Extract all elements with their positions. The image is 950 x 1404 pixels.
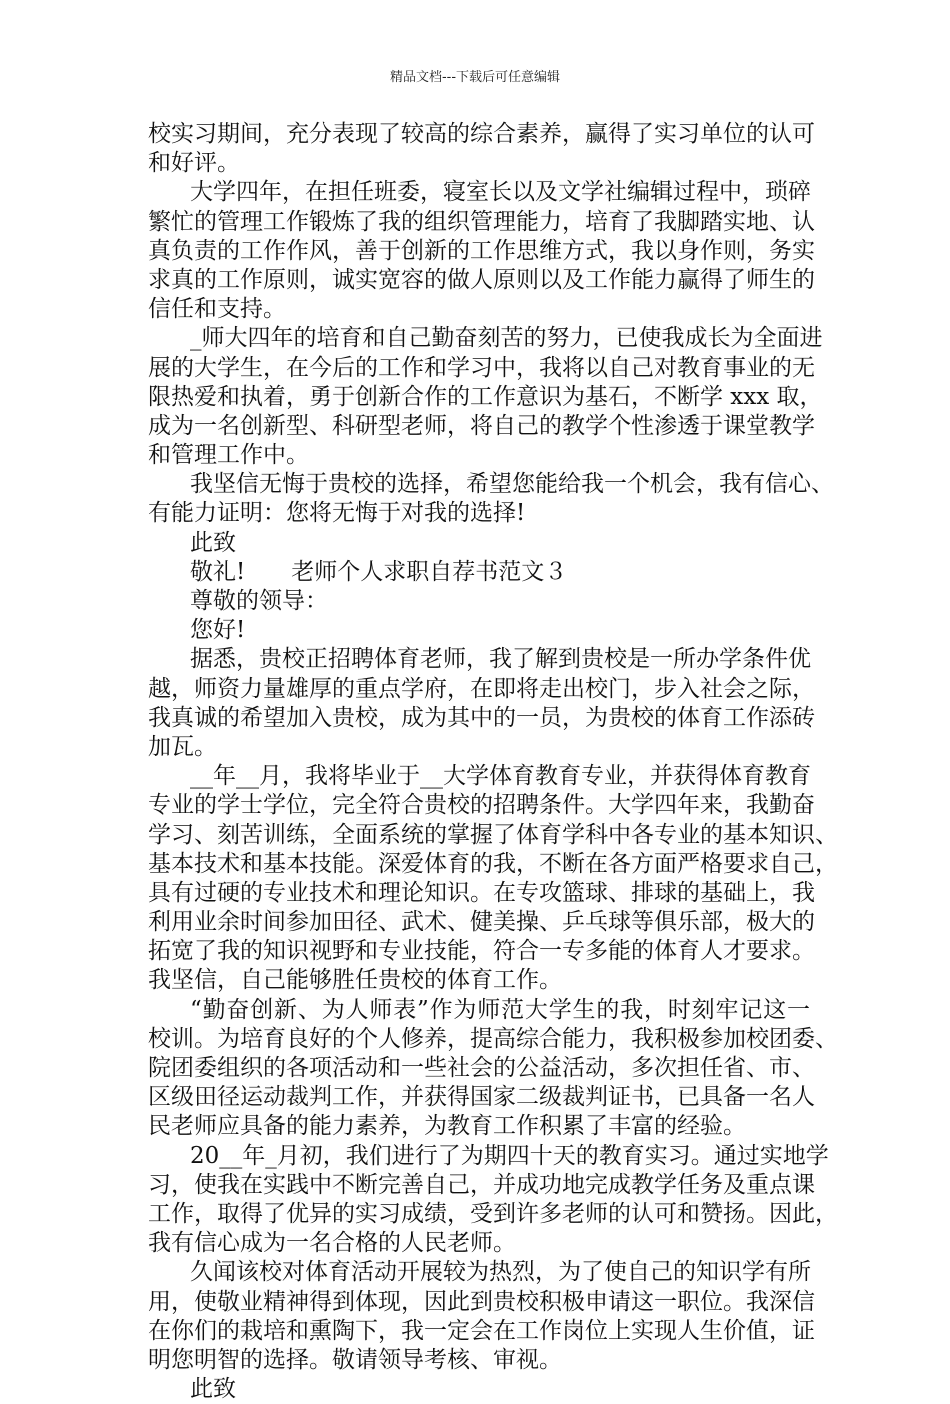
text-line: 尊敬的领导： bbox=[190, 588, 328, 614]
text-line: 我真诚的希望加入贵校，成为其中的一员，为贵校的体育工作添砖 bbox=[148, 704, 815, 731]
text-line: 具有过硬的专业技术和理论知识。在专攻篮球、排球的基础上，我 bbox=[148, 879, 815, 906]
text-line: 求真的工作原则，诚实宽容的做人原则以及工作能力赢得了师生的 bbox=[148, 266, 815, 293]
text-line: 和好评。 bbox=[148, 150, 240, 177]
text-line: 拓宽了我的知识视野和专业技能，符合一专多能的体育人才要求。 bbox=[148, 938, 815, 965]
text-line: 利用业余时间参加田径、武术、健美操、乒乓球等俱乐部，极大的 bbox=[148, 909, 815, 936]
text-line: 久闻该校对体育活动开展较为热烈，为了使自己的知识学有所 bbox=[190, 1259, 811, 1286]
text-line: 繁忙的管理工作锻炼了我的组织管理能力，培育了我脚踏实地、认 bbox=[148, 208, 815, 235]
text-line: 加瓦。 bbox=[148, 733, 217, 760]
page-header: 精品文档---下载后可任意编辑 bbox=[389, 70, 561, 85]
text-line: “勤奋创新、为人师表”作为师范大学生的我，时刻牢记这一 bbox=[190, 996, 810, 1023]
text-line: 我坚信无悔于贵校的选择，希望您能给我一个机会，我有信心、 bbox=[190, 471, 834, 498]
document-body bbox=[148, 120, 838, 1404]
text-line: 专业的学士学位，完全符合贵校的招聘条件。大学四年来，我勤奋 bbox=[148, 792, 815, 819]
text-line: 展的大学生，在今后的工作和学习中，我将以自己对教育事业的无 bbox=[148, 354, 815, 381]
text-line: 校实习期间，充分表现了较高的综合素养，赢得了实习单位的认可 bbox=[148, 121, 815, 147]
text-line: 成为一名创新型、科研型老师，将自己的教学个性渗透于课堂教学 bbox=[148, 412, 815, 439]
text-line: 越，师资力量雄厚的重点学府，在即将走出校门，步入社会之际， bbox=[148, 675, 815, 702]
text-line: 我坚信，自己能够胜任贵校的体育工作。 bbox=[148, 967, 562, 994]
text-line: 和管理工作中。 bbox=[148, 442, 309, 469]
text-line: 学习、刻苦训练，全面系统的掌握了体育学科中各专业的基本知识、 bbox=[148, 821, 838, 848]
text-line: 大学四年，在担任班委，寝室长以及文学社编辑过程中，琐碎 bbox=[190, 179, 811, 206]
text-line: 区级田径运动裁判工作，并获得国家二级裁判证书，已具备一名人 bbox=[148, 1084, 815, 1111]
text-line: __年__月，我将毕业于__大学体育教育专业，并获得体育教育 bbox=[190, 763, 811, 790]
text-line: 敬礼! 老师个人求职自荐书范文３ bbox=[190, 558, 568, 585]
text-line: _师大四年的培育和自己勤奋刻苦的努力，已使我成长为全面进 bbox=[190, 325, 823, 352]
text-line: 在你们的栽培和熏陶下，我一定会在工作岗位上实现人生价值，证 bbox=[148, 1317, 815, 1344]
text-line: 民老师应具备的能力素养，为教育工作积累了丰富的经验。 bbox=[148, 1113, 746, 1140]
text-line: 此致 bbox=[190, 529, 236, 556]
text-line: 工作，取得了优异的实习成绩，受到许多老师的认可和赞扬。因此， bbox=[148, 1200, 838, 1227]
text-line: 用，使敬业精神得到体现，因此到贵校积极申请这一职位。我深信 bbox=[148, 1288, 815, 1315]
text-line: 20__年_月初，我们进行了为期四十天的教育实习。通过实地学 bbox=[190, 1142, 829, 1169]
text-line: 您好! bbox=[190, 617, 246, 644]
text-line: 信任和支持。 bbox=[148, 296, 286, 323]
text-line: 真负责的工作作风，善于创新的工作思维方式，我以身作则，务实 bbox=[148, 237, 815, 264]
text-line: 校训。为培育良好的个人修养，提高综合能力，我积极参加校团委、 bbox=[148, 1025, 838, 1052]
text-line: 此致 bbox=[190, 1376, 236, 1403]
text-line: 明您明智的选择。敬请领导考核、审视。 bbox=[148, 1346, 562, 1373]
text-line: 基本技术和基本技能。深爱体育的我，不断在各方面严格要求自己， bbox=[148, 850, 838, 877]
text-line: 院团委组织的各项活动和一些社会的公益活动，多次担任省、市、 bbox=[148, 1055, 815, 1081]
text-line: 限热爱和执着，勇于创新合作的工作意识为基石，不断学 xxx 取， bbox=[148, 383, 823, 410]
text-line: 我有信心成为一名合格的人民老师。 bbox=[148, 1230, 516, 1257]
text-line: 据悉，贵校正招聘体育老师，我了解到贵校是一所办学条件优 bbox=[190, 646, 811, 673]
text-line: 习，使我在实践中不断完善自己，并成功地完成教学任务及重点课 bbox=[148, 1171, 815, 1198]
text-line: 有能力证明：您将无悔于对我的选择! bbox=[148, 500, 526, 527]
